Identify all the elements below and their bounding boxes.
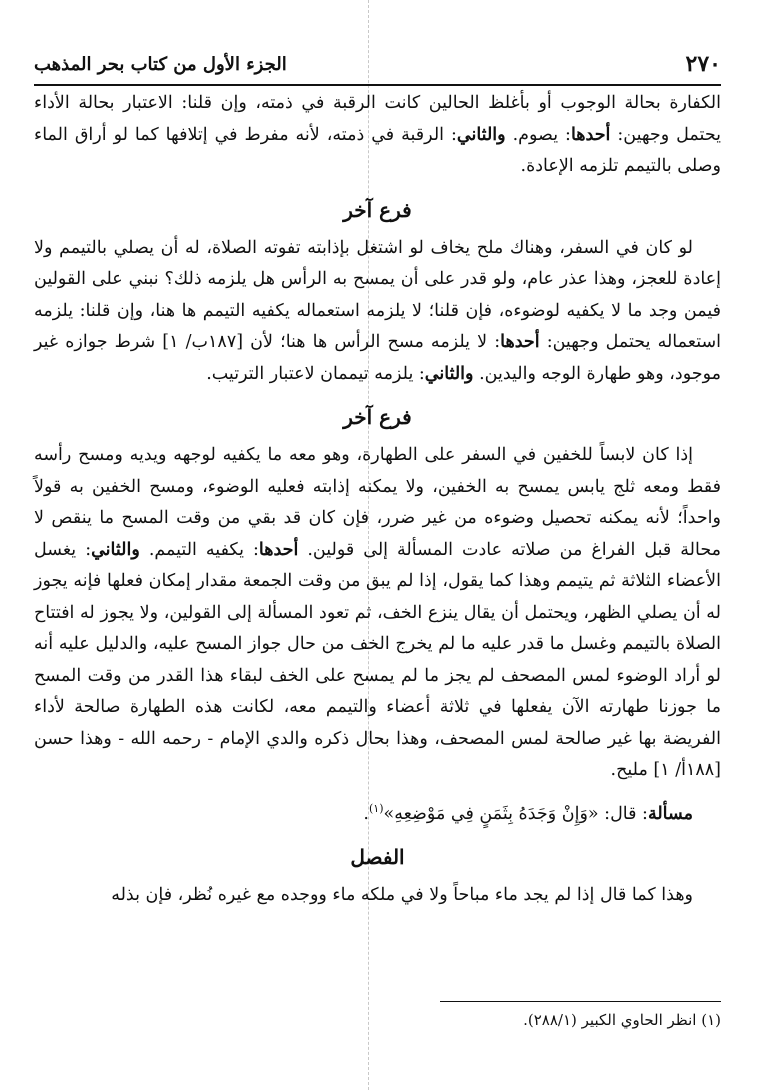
section-heading-3: الفصل [350, 844, 405, 869]
text-run: الكفارة بحالة الوجوب أو بأغلظ الحالين كانت الرقبة في ذمته، وإن قلنا: الاعتبار بحالة الأداء يحتمل وجهين: [34, 93, 721, 145]
bold-term: أحدها [500, 332, 540, 352]
bold-term: أحدها [258, 539, 299, 560]
text-run: لو كان في السفر، وهناك ملح يخاف لو اشتغل بإذابته تفوته الصلاة، له أن يصلي بالتيمم ولا إعادة للعجز، وهذا عذر عام، ولو قدر على أن يمسح به الرأس هل يلزمه ذلك؟ نبني على القولين فيمن وجد ما لا يكفيه لوضوءه، فإن قلنا؛ لا يلزمه استعماله يكفيه التيمم ها هنا، وإن قلنا: يلزمه استعماله يحتمل وجهين: [34, 237, 722, 352]
masala-quote: : قال: «وَإِنْ وَجَدَهُ بِثَمَنٍ فِي مَوْضِعِهِ» [383, 803, 648, 824]
masala-label: مسألة [647, 803, 693, 824]
paragraph-1 [34, 88, 721, 183]
bold-term: والثاني [456, 124, 506, 145]
page-body [34, 88, 721, 911]
running-title: الجزء الأول من كتاب بحر المذهب [34, 53, 287, 75]
text-run: : الرقبة في ذمته، لأنه مفرط في إتلافها كما لو أراق الماء وصلى بالتيمم تلزمه الإعادة. [34, 124, 721, 176]
page-number: ٢٧٠ [685, 51, 721, 77]
paragraph-4 [34, 880, 721, 912]
footnote [34, 1008, 721, 1032]
footnote-ref: (١) [369, 801, 384, 815]
text-run: وهذا كما قال إذا لم يجد ماء مباحاً ولا في ملكه ماء ووجده مع غيره نُظر، فإن بذله [111, 884, 693, 905]
section-heading-2: فرع آخر [343, 405, 412, 429]
footnote-marker: (١) [701, 1011, 721, 1029]
text-run: : يصوم. [505, 124, 571, 145]
page-header [34, 44, 721, 86]
bold-term: أحدها [570, 124, 611, 145]
footnote-text: انظر الحاوي الكبير (٢٨٨/١). [523, 1011, 697, 1029]
paragraph-3 [34, 440, 721, 787]
bold-term: والثاني [91, 539, 140, 560]
bold-term: والثاني [424, 363, 474, 384]
text-run: : يغسل الأعضاء الثلاثة ثم يتيمم وهذا كما يقول، إذا لم يبق من وقت الجمعة مقدار إمكان فعلها فإنه يجوز له أن يصلي الظهر، ويحتمل أن يقال ينزع الخف، ثم تعود المسألة إلى القولين، ولا يجوز له افتتاح الصلاة بالتيمم وغسل ما قدر عليه ما لم يخرج الخف من حال جواز المسح عليه، والدليل عليه أنه لو أراد الوضوء لمس المصحف لم يجز ما لم يمسح على الخف لبقاء هذا القدر من وقت المسح ما جوزنا طهارته الآن يفعلها في ثلاثة أعضاء والتيمم معه، لكانت هذه الطهارة صالحة لأداء الفريضة بها غير صالحة لمس المصحف، وهذا بحال ذكره والدي الإمام - رحمه الله - وهذا حسن [١٨٨أ/ ١] مليح. [34, 539, 721, 780]
masala-end: . [363, 803, 369, 824]
paragraph-2 [34, 233, 721, 391]
text-run: : يلزمه تيممان لاعتبار الترتيب. [206, 363, 425, 384]
text-run: : يكفيه التيمم. [139, 539, 259, 560]
masala-line [34, 793, 721, 830]
section-heading-1: فرع آخر [343, 197, 412, 222]
text-run: إذا كان لابساً للخفين في السفر على الطهارة، وهو معه ما يكفيه لوجهه ويديه ومسح رأسه فقط ومعه ثلج يابس يمسح به الخفين، ولا يمكنه إذابته فعليه الوضوء، ومسح الخفين به قولاً واحداً؛ لأنه يمكنه تحصيل وضوءه من غير ضرر، فإن كان قد بقي من وقت المسح ما ينقص لا محالة قبل الفراغ من صلاته عادت المسألة إلى قولين. [34, 445, 722, 560]
footnote-divider [440, 1001, 721, 1002]
text-run: : لا يلزمه مسح الرأس ها هنا؛ لأن [١٨٧ب/ ١] شرط جوازه غير موجود، وهو طهارة الوجه واليدين. [34, 332, 721, 384]
